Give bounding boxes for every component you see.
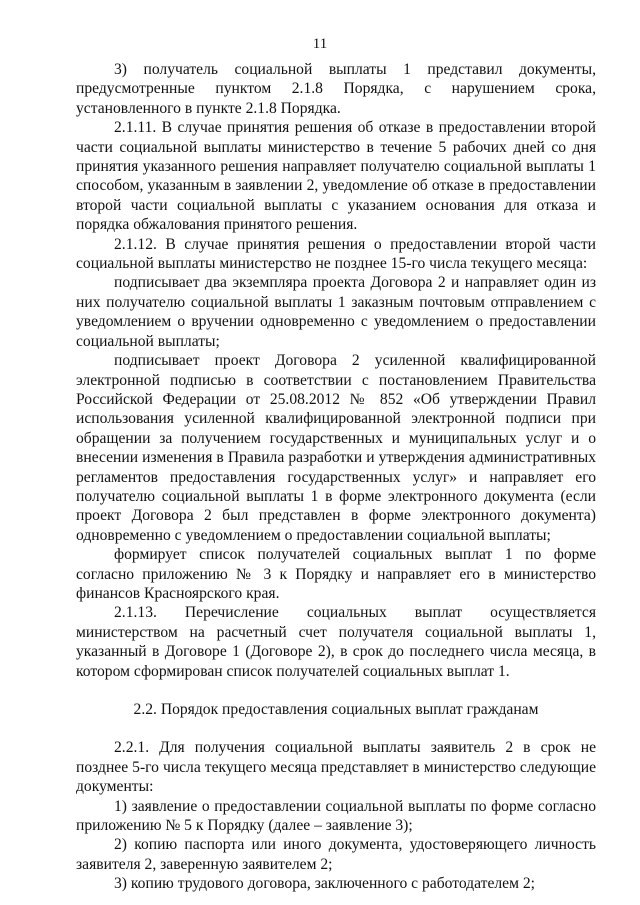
- paragraph: 2.1.11. В случае принятия решения об отказе в предоставлении второй части социальной выплаты министерство в течение 5 рабочих дней со дня принятия указанного решения направляет получателю социальной выплаты 1 способом, указанным в заявлении 2, уведомление об отказе в предоставлении второй части социальной выплаты с указанием основания для отказа и порядка обжалования принятого решения.: [76, 119, 596, 234]
- document-body: [76, 60, 596, 894]
- page-number: 11: [312, 36, 328, 52]
- paragraph: 2.1.12. В случае принятия решения о предоставлении второй части социальной выплаты министерство не позднее 15-го числа текущего месяца:: [76, 235, 596, 273]
- paragraph: формирует список получателей социальных выплат 1 по форме согласно приложению № 3 к Порядку и направляет его в министерство финансов Красноярского края.: [76, 546, 596, 602]
- paragraph: 2.1.13. Перечисление социальных выплат осуществляется министерством на расчетный счет получателя социальной выплаты 1, указанный в Договоре 1 (Договоре 2), в срок до последнего числа месяца, в котором сформирован список получателей социальных выплат 1.: [76, 604, 596, 680]
- paragraph: 3) получатель социальной выплаты 1 представил документы, предусмотренные пунктом 2.1.8 Порядка, с нарушением срока, установленного в пункте 2.1.8 Порядка.: [76, 61, 596, 117]
- paragraph: подписывает проект Договора 2 усиленной квалифицированной электронной подписью в соответствии с постановлением Правительства Российской Федерации от 25.08.2012 № 852 «Об утверждении Правил использования усиленной квалифицированной электронной подписи при обращении за получением государственных и муниципальных услуг и о внесении изменения в Правила разработки и утверждения административных регламентов предоставления государственных услуг» и направляет его получателю социальной выплаты 1 в форме электронного документа (если проект Договора 2 был представлен в форме электронного документа) одновременно с уведомлением о предоставлении социальной выплаты;: [76, 352, 596, 544]
- paragraph: 2.2.1. Для получения социальной выплаты заявитель 2 в срок не позднее 5-го числа текущего месяца представляет в министерство следующие документы:: [76, 739, 596, 796]
- paragraph: 3) копию трудового договора, заключенного с работодателем 2;: [114, 875, 535, 893]
- paragraph: 2) копию паспорта или иного документа, удостоверяющего личность заявителя 2, заверенную заявителем 2;: [76, 836, 596, 873]
- section-heading: 2.2. Порядок предоставления социальных выплат гражданам: [133, 701, 539, 718]
- paragraph: 1) заявление о предоставлении социальной выплаты по форме согласно приложению № 5 к Порядку (далее – заявление 3);: [76, 797, 596, 835]
- paragraph: подписывает два экземпляра проекта Договора 2 и направляет один из них получателю социальной выплаты 1 заказным почтовым отправлением с уведомлением о вручении одновременно с уведомлением о предоставлении социальной выплаты;: [76, 274, 596, 350]
